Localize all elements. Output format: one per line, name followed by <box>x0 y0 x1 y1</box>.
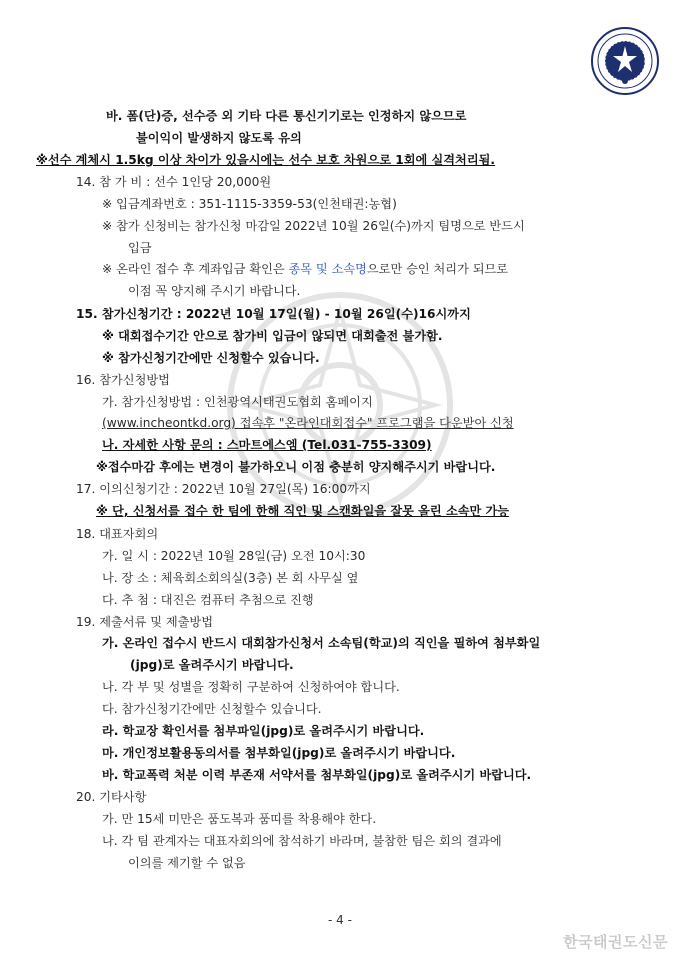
section-15-title: 15. 참가신청기간 : 2022년 10월 17일(월) - 10월 26일(수)16시까지 <box>76 307 471 321</box>
federation-emblem-icon <box>590 26 660 96</box>
online-note-line1 <box>102 260 508 278</box>
apply-method-link[interactable]: (www.incheontkd.org) 접속후 "온라인대회접수" 프로그램을 다운받아 신청 <box>102 416 514 430</box>
misc-na-line1: 나. 각 팀 관계자는 대표자회의에 참석하기 바라며, 불참한 팀은 회의 결과에 <box>102 834 502 848</box>
fee-deadline-line1: ※ 참가 신청비는 참가신청 마감일 2022년 10월 26일(수)까지 팀명으로 반드시 <box>102 219 525 233</box>
section-15-note1: ※ 대회접수기간 안으로 참가비 입금이 않되면 대회출전 불가함. <box>102 329 443 343</box>
misc-ga: 가. 만 15세 미만은 품도복과 품띠를 착용해야 한다. <box>102 812 377 826</box>
weight-note: ※선수 계체시 1.5kg 이상 차이가 있을시에는 선수 보호 차원으로 1회에 실격처리됨. <box>36 153 496 167</box>
section-16-note: ※접수마감 후에는 변경이 불가하오니 이점 충분히 양지해주시기 바랍니다. <box>96 460 496 474</box>
meeting-time: 가. 일 시 : 2022년 10월 28일(금) 오전 10시:30 <box>102 549 366 563</box>
meeting-draw: 다. 추 첨 : 대진은 컴퓨터 추첨으로 진행 <box>102 593 314 607</box>
submit-na: 나. 각 부 및 성별을 정확히 구분하여 신청하여야 합니다. <box>102 680 400 694</box>
section-20-title: 20. 기타사항 <box>76 790 147 804</box>
account-number: ※ 입금계좌번호 : 351-1115-3359-53(인천태권:농협) <box>102 197 397 211</box>
apply-method-line1: 가. 참가신청방법 : 인천광역시태권도협회 홈페이지 <box>102 395 373 409</box>
online-note-pre: ※ 온라인 접수 후 계좌입금 확인은 <box>102 262 289 276</box>
submit-ba: 바. 학교폭력 처분 이력 부존재 서약서를 첨부화일(jpg)로 올려주시기 바랍니다. <box>102 768 532 782</box>
misc-na-line2: 이의를 제기할 수 없음 <box>128 856 246 870</box>
online-note-post: 으로만 승인 처리가 되므로 <box>366 262 509 276</box>
online-note-highlight: 종목 및 소속명 <box>288 262 367 276</box>
meeting-place: 나. 장 소 : 체육회소회의실(3층) 본 회 사무실 옆 <box>102 571 359 585</box>
section-17-title: 17. 이의신청기간 : 2022년 10월 27일(목) 16:00까지 <box>76 482 371 496</box>
fee-deadline-line2: 입금 <box>128 241 152 255</box>
page-number: - 4 - <box>328 913 352 927</box>
section-18-title: 18. 대표자회의 <box>76 527 159 541</box>
section-14-title: 14. 참 가 비 : 선수 1인당 20,000원 <box>76 175 272 189</box>
submit-ga-line2: (jpg)로 올려주시기 바랍니다. <box>130 658 294 672</box>
section-19-title: 19. 제출서류 및 제출방법 <box>76 615 213 629</box>
section-16-title: 16. 참가신청방법 <box>76 373 170 387</box>
online-note-line2: 이점 꼭 양지해 주시기 바랍니다. <box>128 284 301 298</box>
submit-ma: 마. 개인정보활용동의서를 첨부화일(jpg)로 올려주시기 바랍니다. <box>102 746 456 760</box>
newspaper-watermark-text: 한국태권도신문 <box>563 933 668 951</box>
item-ba-line2: 불이익이 발생하지 않도록 유의 <box>136 131 302 145</box>
submit-ga-line1: 가. 온라인 접수시 반드시 대회참가신청서 소속팀(학교)의 직인을 필하여 첨부화일 <box>102 636 541 650</box>
submit-ra: 라. 학교장 확인서를 첨부파일(jpg)로 올려주시기 바랍니다. <box>102 724 425 738</box>
section-15-note2: ※ 참가신청기간에만 신청할수 있습니다. <box>102 351 320 365</box>
section-17-note: ※ 단, 신청서를 접수 한 팀에 한해 직인 및 스캔화일을 잘못 올린 소속만 가능 <box>96 504 510 518</box>
submit-da: 다. 참가신청기간에만 신청할수 있습니다. <box>102 702 322 716</box>
item-ba-line1: 바. 폼(단)증, 선수증 외 기타 다른 통신기기로는 인정하지 않으므로 <box>106 109 467 123</box>
contact-info: 나. 자세한 사항 문의 : 스마트에스엠 (Tel.031-755-3309) <box>102 438 432 452</box>
